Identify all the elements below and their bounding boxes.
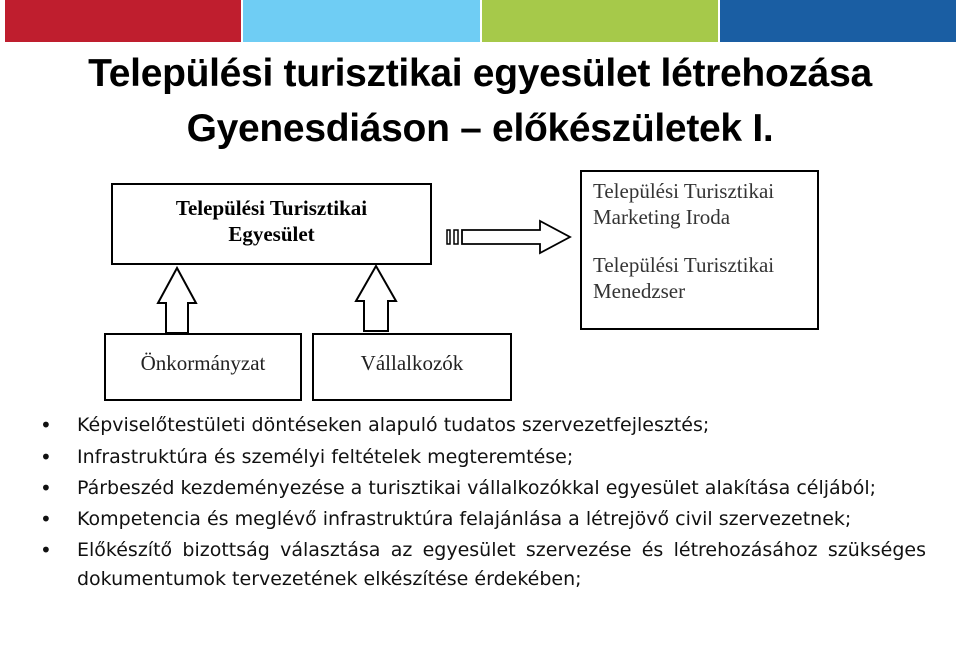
up-arrow-vallalkozok xyxy=(356,266,396,331)
top-bar-red xyxy=(5,0,241,42)
marketing-spacer xyxy=(593,230,817,252)
top-bar-blue xyxy=(720,0,956,42)
bullet-list xyxy=(40,410,926,596)
top-bar-green xyxy=(482,0,718,42)
top-color-bar xyxy=(5,0,956,42)
egyesulet-line1: Települési Turisztikai xyxy=(175,196,368,220)
egyesulet-box xyxy=(111,183,432,265)
vallalkozok-box: Vállalkozók xyxy=(312,333,512,401)
right-arrow-striped xyxy=(447,221,570,253)
bullet-item: • Képviselőtestületi döntéseken alapuló tudatos szervezetfejlesztés; xyxy=(40,410,926,440)
bullet-item: • Infrastruktúra és személyi feltételek megteremtése; xyxy=(40,442,926,472)
bullet-item: • Párbeszéd kezdeményezése a turisztikai vállalkozókkal egyesület alakítása céljából; xyxy=(40,474,926,503)
marketing-line3: Települési Turisztikai xyxy=(593,253,775,277)
bullet-item: • Kompetencia és meglévő infrastruktúra felajánlása a létrejövő civil szervezetnek; xyxy=(40,505,926,534)
slide-title-line2: Gyenesdiáson – előkészületek I. xyxy=(186,107,774,150)
slide-title-line1: Települési turisztikai egyesület létrehozása xyxy=(88,52,872,95)
bullet-item: • Előkészítő bizottság választása az egyesület szervezése és létrehozásához szükséges dokumentumok tervezetének elkészítése érdekében; xyxy=(40,536,926,594)
marketing-line2: Marketing Iroda xyxy=(593,205,731,229)
up-arrow-onkormanyzat xyxy=(158,268,196,333)
organization-diagram xyxy=(0,165,960,405)
marketing-line4: Menedzser xyxy=(593,279,686,303)
slide-title xyxy=(0,46,960,156)
egyesulet-line2: Egyesület xyxy=(228,222,315,246)
top-bar-cyan xyxy=(243,0,479,42)
marketing-line1: Települési Turisztikai xyxy=(593,179,775,203)
onkormanyzat-box: Önkormányzat xyxy=(104,333,302,401)
marketing-box xyxy=(580,170,819,330)
